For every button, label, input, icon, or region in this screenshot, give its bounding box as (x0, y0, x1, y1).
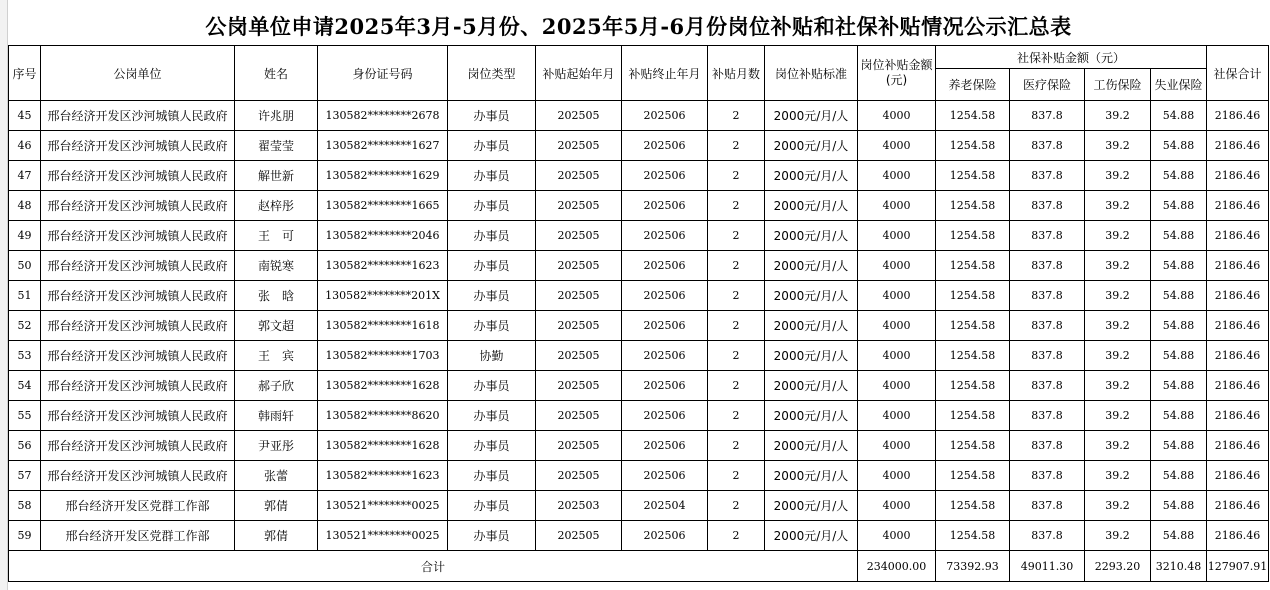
header-start: 补贴起始年月 (536, 46, 622, 101)
cell-unit: 邢台经济开发区沙河城镇人民政府 (41, 161, 235, 191)
cell-end: 202506 (622, 461, 708, 491)
cell-start: 202505 (536, 461, 622, 491)
cell-medical: 837.8 (1010, 191, 1085, 221)
cell-seq: 53 (9, 341, 41, 371)
cell-pension: 1254.58 (936, 281, 1010, 311)
cell-months: 2 (708, 491, 765, 521)
cell-pension: 1254.58 (936, 161, 1010, 191)
cell-amount: 4000 (858, 281, 936, 311)
cell-medical: 837.8 (1010, 221, 1085, 251)
cell-standard: 2000元/月/人 (765, 311, 858, 341)
cell-seq: 51 (9, 281, 41, 311)
cell-end: 202504 (622, 491, 708, 521)
cell-months: 2 (708, 161, 765, 191)
cell-standard: 2000元/月/人 (765, 251, 858, 281)
cell-id: 130582********1628 (318, 431, 448, 461)
cell-start: 202505 (536, 101, 622, 131)
header-injury: 工伤保险 (1085, 69, 1151, 101)
table-title: 公岗单位申请2025年3月-5月份、2025年5月-6月份岗位补贴和社保补贴情况公示汇总表 (9, 6, 1269, 46)
cell-unemployment: 54.88 (1151, 341, 1207, 371)
cell-end: 202506 (622, 131, 708, 161)
cell-name: 尹亚彤 (235, 431, 318, 461)
cell-type: 办事员 (448, 461, 536, 491)
cell-injury: 39.2 (1085, 401, 1151, 431)
cell-unemployment: 54.88 (1151, 131, 1207, 161)
cell-total: 2186.46 (1207, 221, 1269, 251)
cell-name: 郭倩 (235, 491, 318, 521)
cell-medical: 837.8 (1010, 131, 1085, 161)
header-social: 社保补贴金额（元） (936, 46, 1207, 69)
cell-unit: 邢台经济开发区沙河城镇人民政府 (41, 371, 235, 401)
cell-unit: 邢台经济开发区沙河城镇人民政府 (41, 401, 235, 431)
cell-months: 2 (708, 521, 765, 551)
cell-type: 办事员 (448, 101, 536, 131)
cell-name: 赵梓彤 (235, 191, 318, 221)
cell-start: 202505 (536, 161, 622, 191)
table-row (9, 371, 1269, 401)
cell-standard: 2000元/月/人 (765, 461, 858, 491)
cell-pension: 1254.58 (936, 101, 1010, 131)
cell-pension: 1254.58 (936, 431, 1010, 461)
cell-id: 130521********0025 (318, 521, 448, 551)
cell-amount: 4000 (858, 311, 936, 341)
cell-medical: 837.8 (1010, 521, 1085, 551)
cell-months: 2 (708, 311, 765, 341)
cell-name: 翟莹莹 (235, 131, 318, 161)
cell-amount: 4000 (858, 521, 936, 551)
table-row (9, 521, 1269, 551)
cell-months: 2 (708, 281, 765, 311)
cell-standard: 2000元/月/人 (765, 401, 858, 431)
cell-standard: 2000元/月/人 (765, 101, 858, 131)
cell-total: 2186.46 (1207, 251, 1269, 281)
cell-amount: 4000 (858, 221, 936, 251)
cell-seq: 52 (9, 311, 41, 341)
cell-seq: 57 (9, 461, 41, 491)
cell-end: 202506 (622, 371, 708, 401)
cell-type: 协勤 (448, 341, 536, 371)
cell-months: 2 (708, 431, 765, 461)
cell-id: 130582********2046 (318, 221, 448, 251)
cell-end: 202506 (622, 431, 708, 461)
header-name: 姓名 (235, 46, 318, 101)
cell-start: 202505 (536, 131, 622, 161)
cell-total: 2186.46 (1207, 521, 1269, 551)
cell-end: 202506 (622, 251, 708, 281)
cell-medical: 837.8 (1010, 401, 1085, 431)
cell-id: 130582********201X (318, 281, 448, 311)
header-id: 身份证号码 (318, 46, 448, 101)
cell-type: 办事员 (448, 401, 536, 431)
cell-start: 202505 (536, 401, 622, 431)
cell-seq: 47 (9, 161, 41, 191)
cell-unemployment: 54.88 (1151, 431, 1207, 461)
cell-months: 2 (708, 131, 765, 161)
footer-label: 合计 (9, 551, 858, 582)
cell-total: 2186.46 (1207, 491, 1269, 521)
table-row (9, 281, 1269, 311)
cell-total: 2186.46 (1207, 281, 1269, 311)
cell-seq: 48 (9, 191, 41, 221)
cell-standard: 2000元/月/人 (765, 131, 858, 161)
cell-injury: 39.2 (1085, 311, 1151, 341)
cell-start: 202505 (536, 221, 622, 251)
cell-start: 202505 (536, 371, 622, 401)
cell-months: 2 (708, 461, 765, 491)
footer-injury: 2293.20 (1085, 551, 1151, 582)
cell-unemployment: 54.88 (1151, 191, 1207, 221)
cell-amount: 4000 (858, 491, 936, 521)
cell-type: 办事员 (448, 281, 536, 311)
cell-unit: 邢台经济开发区沙河城镇人民政府 (41, 191, 235, 221)
cell-amount: 4000 (858, 131, 936, 161)
cell-seq: 49 (9, 221, 41, 251)
cell-amount: 4000 (858, 101, 936, 131)
cell-injury: 39.2 (1085, 161, 1151, 191)
header-end: 补贴终止年月 (622, 46, 708, 101)
header-months: 补贴月数 (708, 46, 765, 101)
cell-name: 南锐寒 (235, 251, 318, 281)
cell-medical: 837.8 (1010, 311, 1085, 341)
cell-amount: 4000 (858, 461, 936, 491)
cell-name: 王 可 (235, 221, 318, 251)
cell-unemployment: 54.88 (1151, 521, 1207, 551)
cell-id: 130582********1627 (318, 131, 448, 161)
cell-type: 办事员 (448, 251, 536, 281)
cell-injury: 39.2 (1085, 491, 1151, 521)
cell-pension: 1254.58 (936, 341, 1010, 371)
cell-medical: 837.8 (1010, 251, 1085, 281)
cell-name: 张 晗 (235, 281, 318, 311)
cell-medical: 837.8 (1010, 371, 1085, 401)
cell-unit: 邢台经济开发区沙河城镇人民政府 (41, 281, 235, 311)
cell-seq: 50 (9, 251, 41, 281)
cell-injury: 39.2 (1085, 281, 1151, 311)
header-seq: 序号 (9, 46, 41, 101)
cell-end: 202506 (622, 311, 708, 341)
header-pension: 养老保险 (936, 69, 1010, 101)
cell-amount: 4000 (858, 161, 936, 191)
cell-standard: 2000元/月/人 (765, 371, 858, 401)
cell-injury: 39.2 (1085, 131, 1151, 161)
cell-medical: 837.8 (1010, 461, 1085, 491)
cell-amount: 4000 (858, 401, 936, 431)
cell-type: 办事员 (448, 131, 536, 161)
cell-standard: 2000元/月/人 (765, 341, 858, 371)
footer-amount: 234000.00 (858, 551, 936, 582)
cell-total: 2186.46 (1207, 131, 1269, 161)
cell-id: 130582********8620 (318, 401, 448, 431)
cell-id: 130582********1618 (318, 311, 448, 341)
cell-standard: 2000元/月/人 (765, 191, 858, 221)
table-row (9, 101, 1269, 131)
cell-type: 办事员 (448, 431, 536, 461)
cell-injury: 39.2 (1085, 521, 1151, 551)
table-row (9, 221, 1269, 251)
cell-amount: 4000 (858, 341, 936, 371)
cell-start: 202505 (536, 311, 622, 341)
cell-pension: 1254.58 (936, 221, 1010, 251)
footer-medical: 49011.30 (1010, 551, 1085, 582)
cell-total: 2186.46 (1207, 461, 1269, 491)
cell-name: 郭文超 (235, 311, 318, 341)
cell-unemployment: 54.88 (1151, 401, 1207, 431)
cell-standard: 2000元/月/人 (765, 161, 858, 191)
cell-standard: 2000元/月/人 (765, 521, 858, 551)
cell-unemployment: 54.88 (1151, 311, 1207, 341)
cell-end: 202506 (622, 101, 708, 131)
cell-medical: 837.8 (1010, 491, 1085, 521)
cell-unit: 邢台经济开发区沙河城镇人民政府 (41, 461, 235, 491)
cell-name: 解世新 (235, 161, 318, 191)
cell-id: 130582********1623 (318, 251, 448, 281)
cell-seq: 46 (9, 131, 41, 161)
cell-injury: 39.2 (1085, 251, 1151, 281)
cell-end: 202506 (622, 191, 708, 221)
cell-start: 202505 (536, 251, 622, 281)
table-row (9, 191, 1269, 221)
table-row (9, 491, 1269, 521)
cell-unit: 邢台经济开发区沙河城镇人民政府 (41, 101, 235, 131)
cell-injury: 39.2 (1085, 461, 1151, 491)
cell-name: 郭倩 (235, 521, 318, 551)
cell-injury: 39.2 (1085, 191, 1151, 221)
cell-type: 办事员 (448, 521, 536, 551)
cell-end: 202506 (622, 341, 708, 371)
cell-id: 130582********1629 (318, 161, 448, 191)
cell-start: 202505 (536, 281, 622, 311)
cell-months: 2 (708, 251, 765, 281)
table-row (9, 461, 1269, 491)
cell-unit: 邢台经济开发区党群工作部 (41, 491, 235, 521)
cell-amount: 4000 (858, 251, 936, 281)
cell-unit: 邢台经济开发区沙河城镇人民政府 (41, 431, 235, 461)
cell-unemployment: 54.88 (1151, 251, 1207, 281)
cell-months: 2 (708, 101, 765, 131)
cell-months: 2 (708, 341, 765, 371)
row-header-gutter (0, 0, 8, 590)
cell-name: 郝子欣 (235, 371, 318, 401)
cell-unit: 邢台经济开发区沙河城镇人民政府 (41, 341, 235, 371)
cell-pension: 1254.58 (936, 371, 1010, 401)
cell-end: 202506 (622, 521, 708, 551)
cell-medical: 837.8 (1010, 161, 1085, 191)
cell-type: 办事员 (448, 311, 536, 341)
cell-id: 130582********1665 (318, 191, 448, 221)
cell-type: 办事员 (448, 491, 536, 521)
cell-end: 202506 (622, 401, 708, 431)
cell-id: 130582********1703 (318, 341, 448, 371)
header-unit: 公岗单位 (41, 46, 235, 101)
cell-standard: 2000元/月/人 (765, 221, 858, 251)
cell-seq: 54 (9, 371, 41, 401)
cell-months: 2 (708, 221, 765, 251)
cell-seq: 56 (9, 431, 41, 461)
table-row (9, 311, 1269, 341)
cell-end: 202506 (622, 221, 708, 251)
cell-start: 202505 (536, 521, 622, 551)
cell-seq: 55 (9, 401, 41, 431)
cell-injury: 39.2 (1085, 341, 1151, 371)
cell-pension: 1254.58 (936, 251, 1010, 281)
cell-standard: 2000元/月/人 (765, 431, 858, 461)
header-medical: 医疗保险 (1010, 69, 1085, 101)
cell-unemployment: 54.88 (1151, 461, 1207, 491)
cell-amount: 4000 (858, 371, 936, 401)
footer-total: 127907.91 (1207, 551, 1269, 582)
cell-standard: 2000元/月/人 (765, 491, 858, 521)
cell-total: 2186.46 (1207, 101, 1269, 131)
footer-unemployment: 3210.48 (1151, 551, 1207, 582)
cell-pension: 1254.58 (936, 491, 1010, 521)
cell-name: 许兆朋 (235, 101, 318, 131)
cell-unemployment: 54.88 (1151, 491, 1207, 521)
cell-unit: 邢台经济开发区党群工作部 (41, 521, 235, 551)
cell-total: 2186.46 (1207, 401, 1269, 431)
cell-months: 2 (708, 371, 765, 401)
cell-name: 王 宾 (235, 341, 318, 371)
header-standard: 岗位补贴标准 (765, 46, 858, 101)
cell-unemployment: 54.88 (1151, 161, 1207, 191)
cell-unit: 邢台经济开发区沙河城镇人民政府 (41, 221, 235, 251)
cell-seq: 59 (9, 521, 41, 551)
cell-pension: 1254.58 (936, 461, 1010, 491)
table-row (9, 161, 1269, 191)
cell-unemployment: 54.88 (1151, 371, 1207, 401)
cell-medical: 837.8 (1010, 101, 1085, 131)
cell-amount: 4000 (858, 431, 936, 461)
cell-medical: 837.8 (1010, 341, 1085, 371)
cell-total: 2186.46 (1207, 341, 1269, 371)
cell-total: 2186.46 (1207, 371, 1269, 401)
table-row (9, 341, 1269, 371)
table-row (9, 431, 1269, 461)
cell-type: 办事员 (448, 221, 536, 251)
cell-start: 202505 (536, 431, 622, 461)
cell-amount: 4000 (858, 191, 936, 221)
cell-pension: 1254.58 (936, 131, 1010, 161)
cell-id: 130582********1628 (318, 371, 448, 401)
cell-unemployment: 54.88 (1151, 281, 1207, 311)
cell-start: 202505 (536, 341, 622, 371)
cell-id: 130582********2678 (318, 101, 448, 131)
header-total: 社保合计 (1207, 46, 1269, 101)
cell-months: 2 (708, 401, 765, 431)
cell-start: 202505 (536, 191, 622, 221)
cell-end: 202506 (622, 161, 708, 191)
cell-unemployment: 54.88 (1151, 221, 1207, 251)
table-body (9, 101, 1269, 551)
cell-unit: 邢台经济开发区沙河城镇人民政府 (41, 131, 235, 161)
header-type: 岗位类型 (448, 46, 536, 101)
table-row (9, 251, 1269, 281)
footer-pension: 73392.93 (936, 551, 1010, 582)
cell-unit: 邢台经济开发区沙河城镇人民政府 (41, 251, 235, 281)
cell-seq: 58 (9, 491, 41, 521)
cell-end: 202506 (622, 281, 708, 311)
subsidy-table (8, 6, 1269, 582)
cell-unit: 邢台经济开发区沙河城镇人民政府 (41, 311, 235, 341)
cell-type: 办事员 (448, 161, 536, 191)
cell-unemployment: 54.88 (1151, 101, 1207, 131)
cell-pension: 1254.58 (936, 311, 1010, 341)
cell-pension: 1254.58 (936, 401, 1010, 431)
cell-medical: 837.8 (1010, 281, 1085, 311)
cell-injury: 39.2 (1085, 101, 1151, 131)
cell-total: 2186.46 (1207, 431, 1269, 461)
cell-name: 韩雨轩 (235, 401, 318, 431)
cell-type: 办事员 (448, 371, 536, 401)
cell-name: 张蕾 (235, 461, 318, 491)
cell-type: 办事员 (448, 191, 536, 221)
cell-id: 130521********0025 (318, 491, 448, 521)
cell-seq: 45 (9, 101, 41, 131)
cell-injury: 39.2 (1085, 221, 1151, 251)
cell-start: 202503 (536, 491, 622, 521)
cell-pension: 1254.58 (936, 521, 1010, 551)
cell-total: 2186.46 (1207, 191, 1269, 221)
header-amount: 岗位补贴金额(元) (858, 46, 936, 101)
cell-medical: 837.8 (1010, 431, 1085, 461)
cell-standard: 2000元/月/人 (765, 281, 858, 311)
cell-total: 2186.46 (1207, 311, 1269, 341)
cell-injury: 39.2 (1085, 431, 1151, 461)
header-unemployment: 失业保险 (1151, 69, 1207, 101)
cell-id: 130582********1623 (318, 461, 448, 491)
table-row (9, 401, 1269, 431)
cell-injury: 39.2 (1085, 371, 1151, 401)
table-row (9, 131, 1269, 161)
cell-pension: 1254.58 (936, 191, 1010, 221)
cell-total: 2186.46 (1207, 161, 1269, 191)
cell-months: 2 (708, 191, 765, 221)
